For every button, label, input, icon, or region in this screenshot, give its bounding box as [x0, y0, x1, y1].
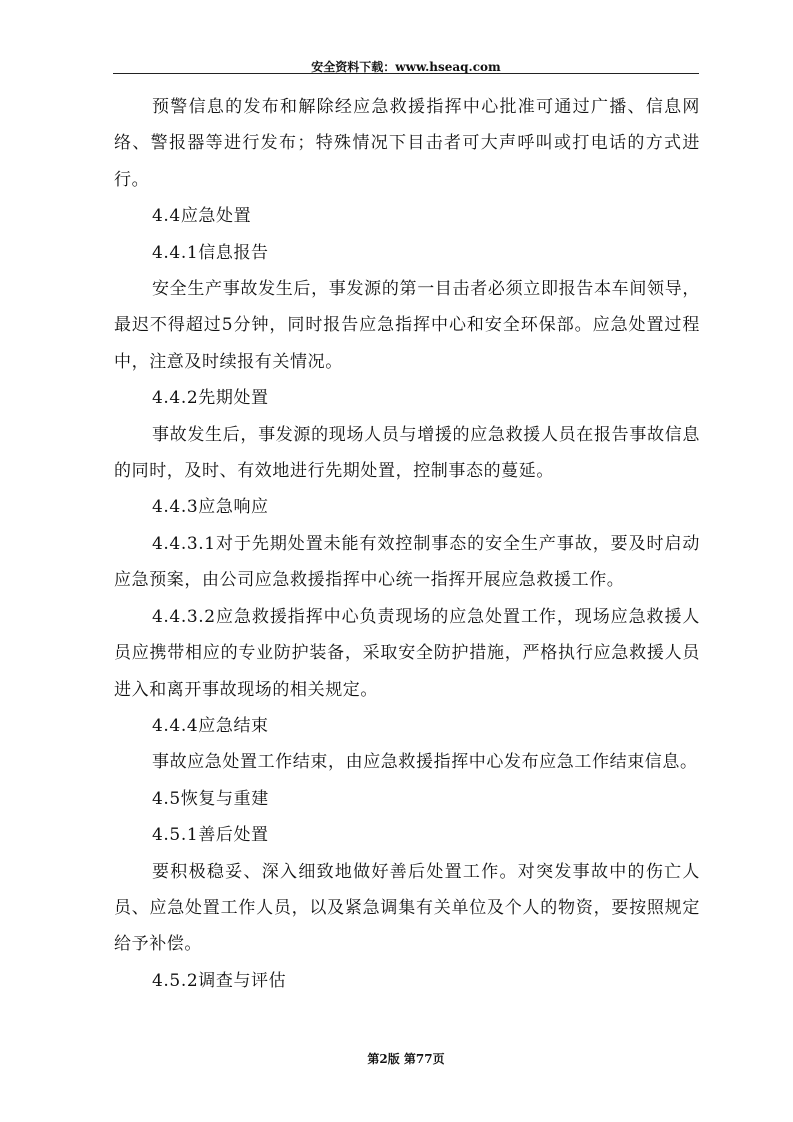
section-heading-4-4-1: 4.4.1信息报告	[152, 242, 269, 263]
header-divider	[113, 73, 699, 74]
paragraph-emergency-end: 事故应急处置工作结束，由应急救援指挥中心发布应急工作结束信息。	[152, 752, 698, 773]
section-heading-4-4: 4.4应急处置	[152, 206, 252, 227]
page-footer: 第2版 第77页	[367, 1052, 445, 1066]
section-heading-4-4-2: 4.4.2先期处置	[152, 388, 269, 409]
section-heading-4-4-3: 4.4.3应急响应	[152, 497, 269, 518]
document-body	[114, 89, 700, 999]
section-heading-4-5-2: 4.5.2调查与评估	[152, 970, 287, 991]
paragraph-info-report: 安全生产事故发生后，事发源的第一目击者必须立即报告本车间领导，最迟不得超过5分钟，同时报告应急指挥中心和安全环保部。应急处置过程中，注意及时续报有关情况。	[114, 279, 700, 372]
paragraph-initial-response: 事故发生后，事发源的现场人员与增援的应急救援人员在报告事故信息的同时，及时、有效地进行先期处置，控制事态的蔓延。	[114, 424, 700, 482]
section-heading-4-4-4: 4.4.4应急结束	[152, 715, 269, 736]
paragraph-4-4-3-1: 4.4.3.1对于先期处置未能有效控制事态的安全生产事故，要及时启动应急预案，由公司应急救援指挥中心统一指挥开展应急救援工作。	[114, 533, 700, 591]
section-heading-4-5-1: 4.5.1善后处置	[152, 825, 269, 846]
paragraph-warning-release: 预警信息的发布和解除经应急救援指挥中心批准可通过广播、信息网络、警报器等进行发布；特殊情况下目击者可大声呼叫或打电话的方式进行。	[114, 97, 700, 190]
page-header: 安全资料下载：www.hseaq.com	[311, 60, 501, 74]
paragraph-aftermath: 要积极稳妥、深入细致地做好善后处置工作。对突发事故中的伤亡人员、应急处置工作人员，以及紧急调集有关单位及个人的物资，要按照规定给予补偿。	[114, 861, 700, 955]
paragraph-4-4-3-2: 4.4.3.2应急救援指挥中心负责现场的应急处置工作，现场应急救援人员应携带相应的专业防护装备，采取安全防护措施，严格执行应急救援人员进入和离开事故现场的相关规定。	[114, 606, 700, 700]
section-heading-4-5: 4.5恢复与重建	[152, 788, 269, 809]
